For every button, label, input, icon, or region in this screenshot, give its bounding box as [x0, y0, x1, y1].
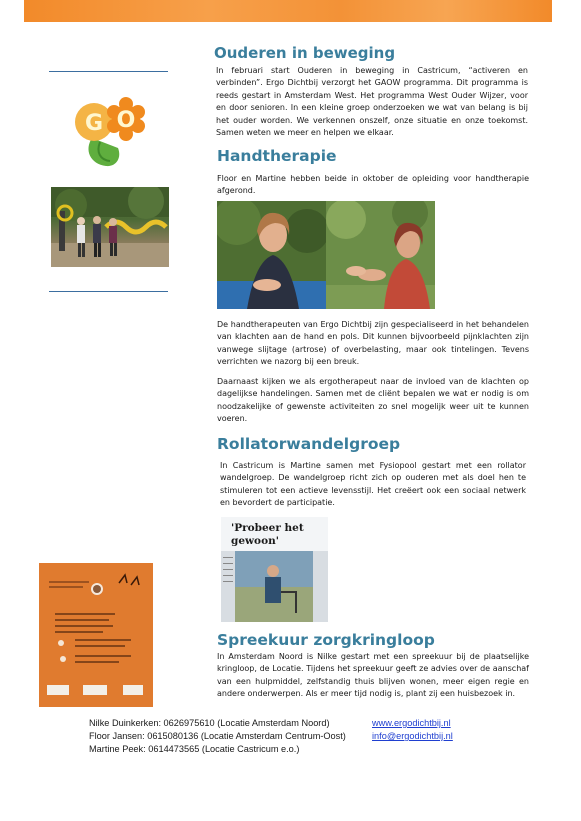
clipping-headline-1: 'Probeer het	[231, 522, 304, 534]
spreekuur-flyer	[39, 563, 153, 707]
logo-letter-o: O	[116, 108, 136, 133]
section-intro-handtherapie: Floor en Martine hebben beide in oktober de opleiding voor handtherapie afgerond.	[217, 174, 529, 196]
rollator-newspaper-clipping	[221, 517, 328, 622]
section-title-ouderen: Ouderen in beweging	[214, 44, 396, 62]
park-exercise-photo	[51, 187, 169, 267]
logo-leaf-shape	[88, 138, 119, 166]
left-divider-top	[49, 71, 168, 72]
contact-floor: Floor Jansen: 0615080136 (Locatie Amsterdam Centrum-Oost)	[89, 731, 346, 741]
section-body-spreekuur: In Amsterdam Noord is Nilke gestart met een spreekuur bij de plaatselijke kringloop, de Locatie. Tijdens het spreekuur geeft ze advies over de aanschaf van een hulpmiddel, zelfstandig thuis blijven wonen, meer eigen regie en andere onderwerpen. Als er meer tijd nodig is, plant zij een huisbezoek in.	[217, 652, 529, 699]
handtherapie-photo-floor	[217, 201, 326, 309]
section-body2-handtherapie: Daarnaast kijken we als ergotherapeut naar de invloed van de klachten op dagelijkse handelingen. Samen met de cliënt bepalen we wat er nodig is om noodzakelijke of gewenste activiteiten zo snel mogelijk weer uit te kunnen voeren.	[217, 377, 529, 424]
logo-letter-g: G	[84, 111, 104, 136]
section-title-spreekuur: Spreekuur zorgkringloop	[217, 631, 435, 649]
left-divider-bottom	[49, 291, 168, 292]
go-logo	[70, 92, 150, 168]
section-body1-handtherapie: De handtherapeuten van Ergo Dichtbij zijn gespecialiseerd in het behandelen van klachten aan de hand en pols. Dit kunnen bijvoorbeeld pijnklachten zijn vanwege slijtage (artrose) of overbelasting, maar ook tintelingen. Tevens verrichten we nazorg bij een breuk.	[217, 320, 529, 367]
section-body-ouderen: In februari start Ouderen in beweging in Castricum, “activeren en verbinden”. Ergo Dichtbij verzorgt het GAOW programma. Dit programma is reeds gestart in Amsterdam West. Het programma West Ouder Wijzer, voor en door senioren. In een kleine groep onderzoeken we wat van belang is bij het ouder worden. We verkennen onszelf, onze situatie en onze toekomst. Samen weten we meer en helpen we elkaar.	[216, 66, 528, 138]
section-body-rollator: In Castricum is Martine samen met Fysiopool gestart met een rollator wandelgroep. De wandelgroep richt zich op ouderen met als doel hen te stimuleren tot een actieve levensstijl. Het creëert ook een sociaal netwerk en bevordert de participatie.	[220, 461, 526, 508]
email-link[interactable]: info@ergodichtbij.nl	[372, 731, 453, 741]
section-title-handtherapie: Handtherapie	[217, 147, 337, 165]
clipping-headline-2: gewoon'	[231, 535, 279, 547]
website-link[interactable]: www.ergodichtbij.nl	[372, 718, 451, 728]
contact-nilke: Nilke Duinkerken: 0626975610 (Locatie Amsterdam Noord)	[89, 718, 330, 728]
contact-martine: Martine Peek: 0614473565 (Locatie Castricum e.o.)	[89, 744, 300, 754]
top-banner	[24, 0, 552, 22]
section-title-rollator: Rollatorwandelgroep	[217, 435, 401, 453]
handtherapie-photo-martine	[326, 201, 435, 309]
